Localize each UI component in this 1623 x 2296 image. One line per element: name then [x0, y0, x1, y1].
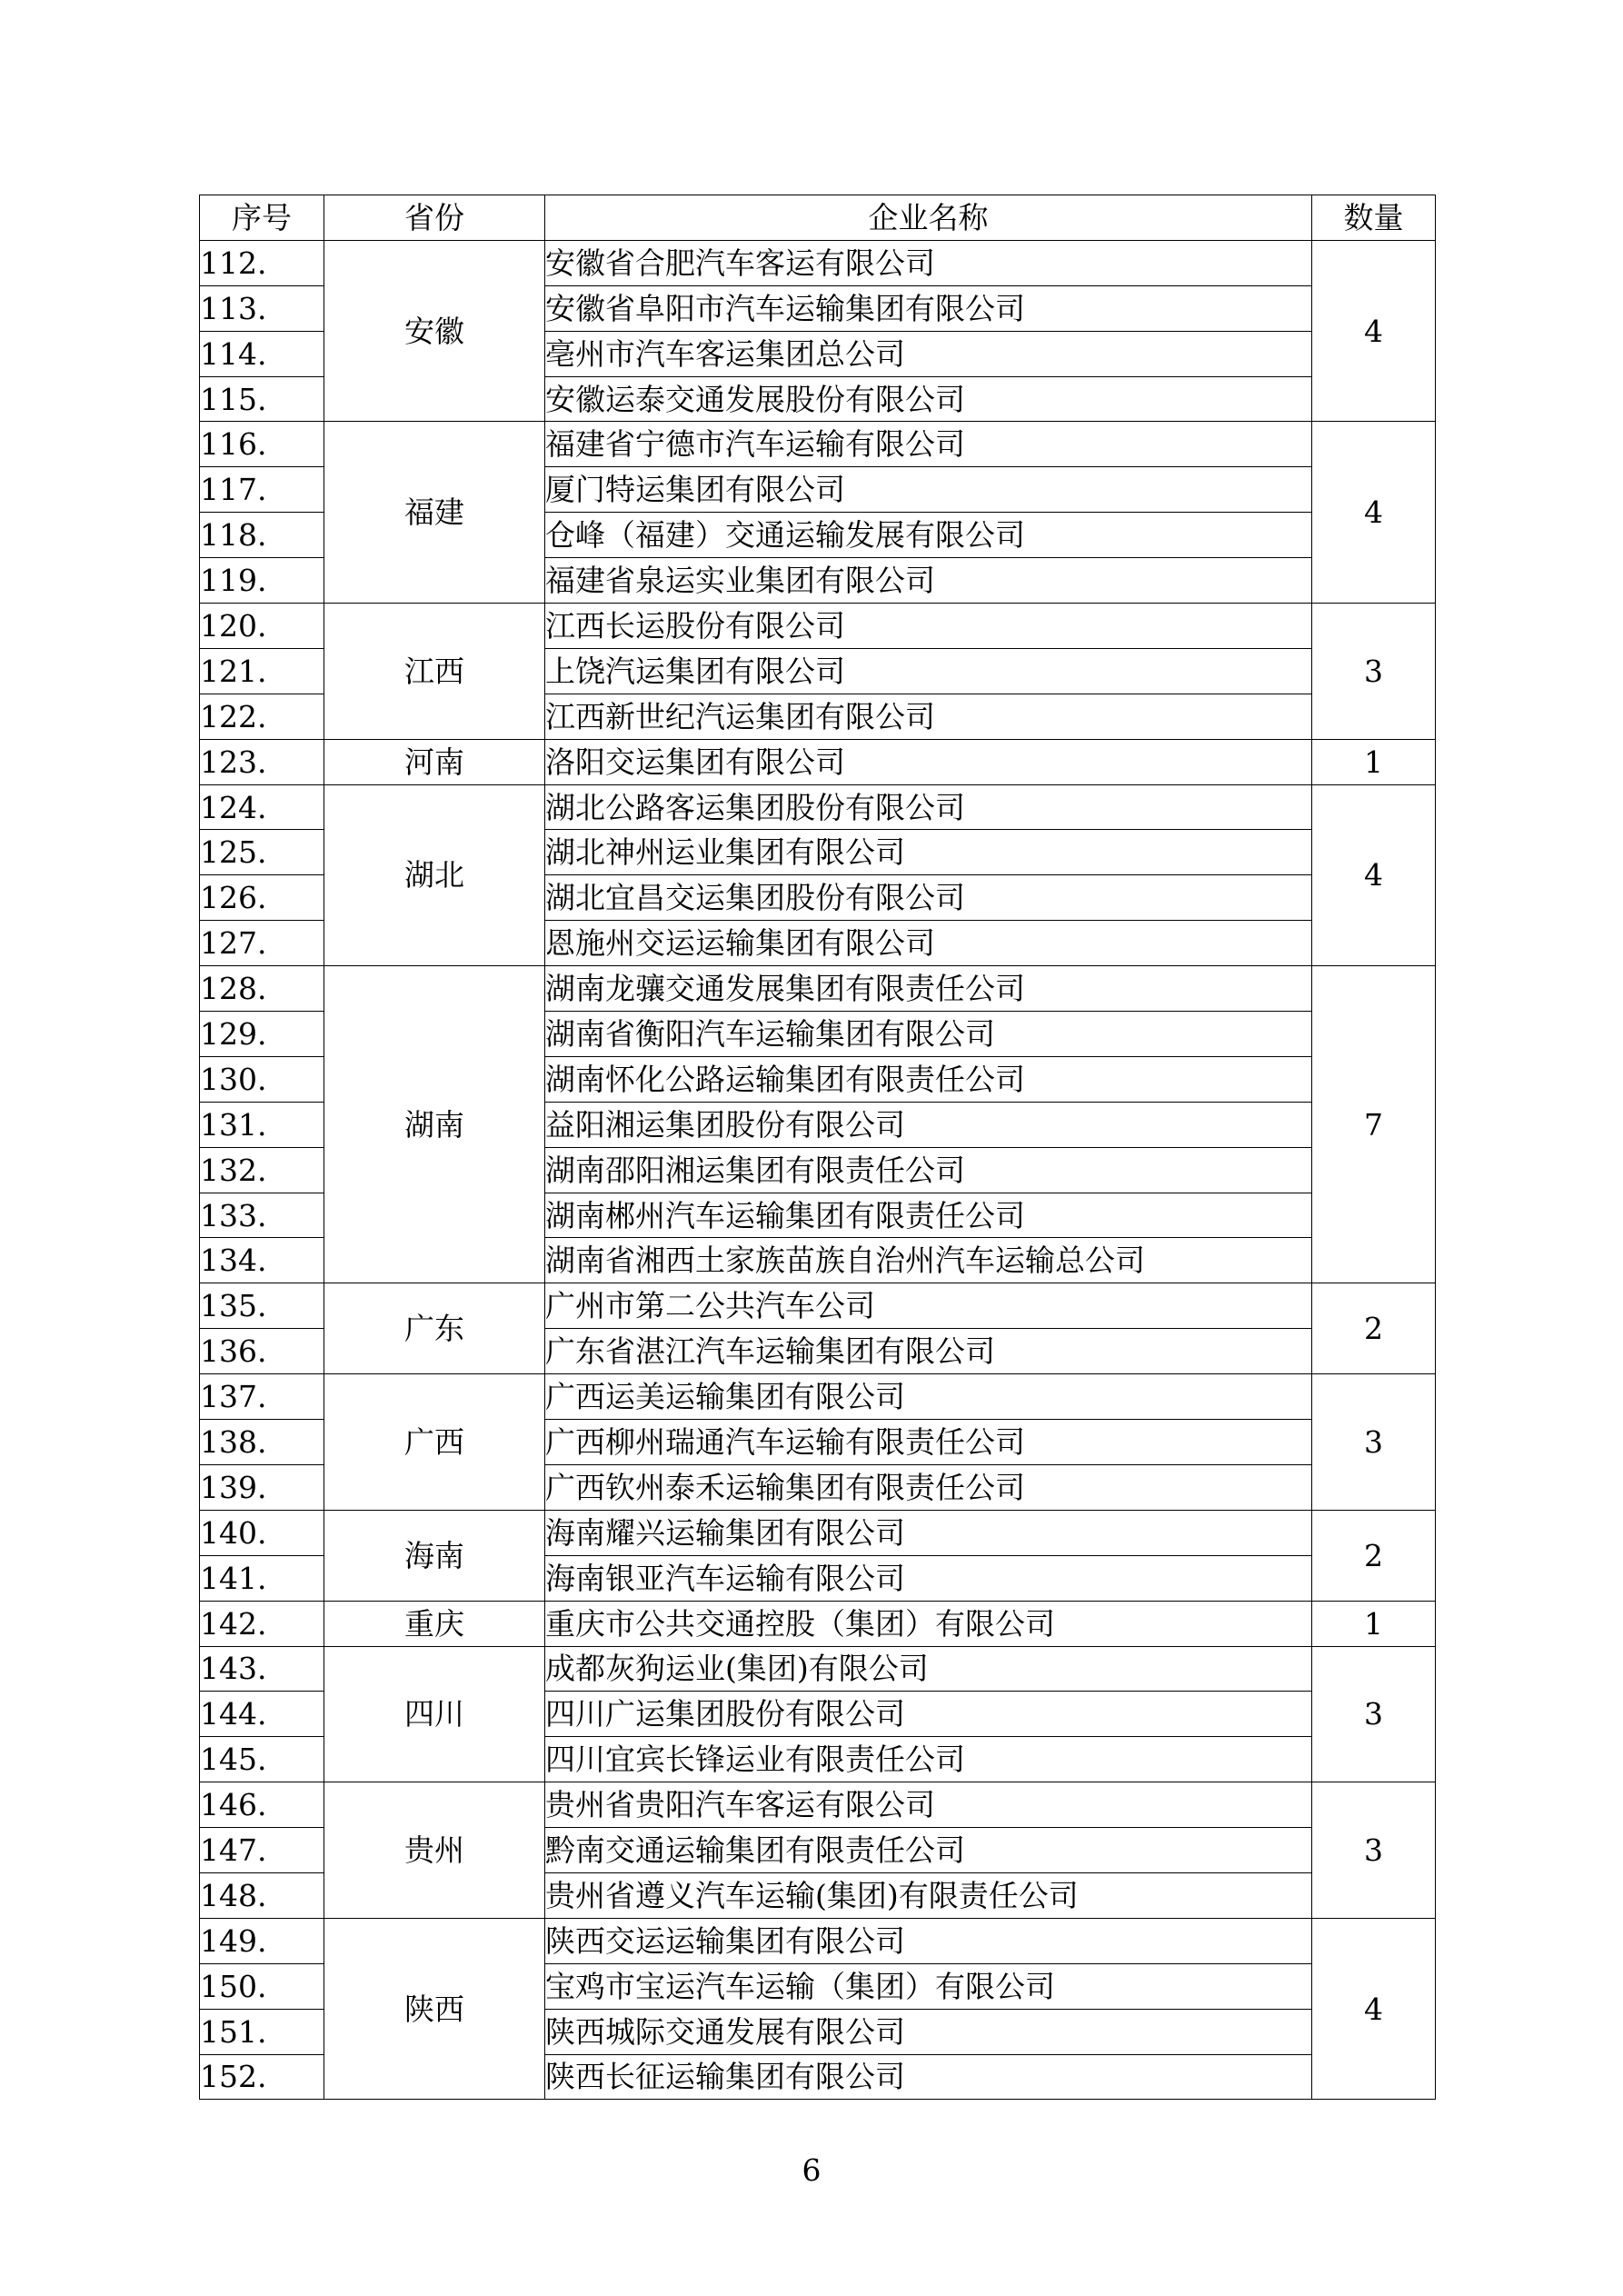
- table-row: [200, 1646, 1436, 1692]
- seq-cell: 144.: [200, 1692, 324, 1737]
- company-name-cell: 成都灰狗运业(集团)有限公司: [545, 1646, 1312, 1692]
- province-cell: 四川: [324, 1646, 545, 1782]
- company-name-cell: 陕西长征运输集团有限公司: [545, 2054, 1312, 2100]
- province-cell: 陕西: [324, 1918, 545, 2100]
- seq-cell: 140.: [200, 1510, 324, 1555]
- table-row: [200, 1601, 1436, 1646]
- province-cell: 海南: [324, 1510, 545, 1601]
- company-name-cell: 湖北宜昌交运集团股份有限公司: [545, 875, 1312, 921]
- seq-cell: 126.: [200, 875, 324, 921]
- seq-cell: 151.: [200, 2009, 324, 2054]
- company-name-cell: 海南耀兴运输集团有限公司: [545, 1510, 1312, 1555]
- seq-cell: 145.: [200, 1737, 324, 1782]
- seq-cell: 120.: [200, 604, 324, 649]
- table-header-row: [200, 195, 1436, 241]
- seq-cell: 134.: [200, 1238, 324, 1283]
- company-name-cell: 海南银亚汽车运输有限公司: [545, 1555, 1312, 1601]
- table-row: [200, 739, 1436, 784]
- seq-cell: 124.: [200, 784, 324, 830]
- seq-cell: 147.: [200, 1828, 324, 1873]
- company-name-cell: 陕西交运运输集团有限公司: [545, 1918, 1312, 1963]
- company-name-cell: 湖南怀化公路运输集团有限责任公司: [545, 1056, 1312, 1102]
- company-name-cell: 上饶汽运集团有限公司: [545, 648, 1312, 694]
- company-name-cell: 贵州省遵义汽车运输(集团)有限责任公司: [545, 1872, 1312, 1918]
- company-name-cell: 安徽运泰交通发展股份有限公司: [545, 376, 1312, 422]
- company-name-cell: 宝鸡市宝运汽车运输（集团）有限公司: [545, 1963, 1312, 2009]
- seq-cell: 128.: [200, 966, 324, 1012]
- seq-cell: 135.: [200, 1283, 324, 1329]
- seq-cell: 136.: [200, 1329, 324, 1374]
- province-cell: 重庆: [324, 1601, 545, 1646]
- company-name-cell: 湖南邵阳湘运集团有限责任公司: [545, 1147, 1312, 1193]
- seq-cell: 137.: [200, 1374, 324, 1420]
- header-count: 数量: [1312, 195, 1436, 241]
- table-row: [200, 1283, 1436, 1329]
- province-cell: 福建: [324, 422, 545, 604]
- table-row: [200, 1374, 1436, 1420]
- province-cell: 湖北: [324, 784, 545, 966]
- count-cell: 4: [1312, 422, 1436, 604]
- seq-cell: 119.: [200, 558, 324, 604]
- page-number: 6: [802, 2152, 821, 2188]
- company-name-cell: 广西钦州泰禾运输集团有限责任公司: [545, 1464, 1312, 1510]
- province-cell: 河南: [324, 739, 545, 784]
- company-name-cell: 黔南交通运输集团有限责任公司: [545, 1828, 1312, 1873]
- table-row: [200, 1510, 1436, 1555]
- company-name-cell: 江西长运股份有限公司: [545, 604, 1312, 649]
- seq-cell: 132.: [200, 1147, 324, 1193]
- company-name-cell: 厦门特运集团有限公司: [545, 467, 1312, 513]
- company-name-cell: 恩施州交运运输集团有限公司: [545, 921, 1312, 966]
- header-province: 省份: [324, 195, 545, 241]
- company-name-cell: 湖南龙骧交通发展集团有限责任公司: [545, 966, 1312, 1012]
- count-cell: 7: [1312, 966, 1436, 1283]
- province-cell: 广西: [324, 1374, 545, 1511]
- seq-cell: 123.: [200, 739, 324, 784]
- company-name-cell: 福建省泉运实业集团有限公司: [545, 558, 1312, 604]
- company-name-cell: 益阳湘运集团股份有限公司: [545, 1102, 1312, 1147]
- company-name-cell: 陕西城际交通发展有限公司: [545, 2009, 1312, 2054]
- company-name-cell: 亳州市汽车客运集团总公司: [545, 331, 1312, 376]
- province-cell: 江西: [324, 604, 545, 740]
- company-table: [199, 195, 1436, 2100]
- company-name-cell: 湖北神州运业集团有限公司: [545, 830, 1312, 875]
- count-cell: 4: [1312, 1918, 1436, 2100]
- seq-cell: 117.: [200, 467, 324, 513]
- seq-cell: 112.: [200, 240, 324, 285]
- seq-cell: 122.: [200, 694, 324, 739]
- seq-cell: 142.: [200, 1601, 324, 1646]
- company-name-cell: 仓峰（福建）交通运输发展有限公司: [545, 513, 1312, 558]
- table-row: [200, 1782, 1436, 1828]
- company-name-cell: 四川宜宾长锋运业有限责任公司: [545, 1737, 1312, 1782]
- company-name-cell: 广东省湛江汽车运输集团有限公司: [545, 1329, 1312, 1374]
- company-name-cell: 湖南郴州汽车运输集团有限责任公司: [545, 1193, 1312, 1238]
- count-cell: 2: [1312, 1283, 1436, 1374]
- table-body: [200, 240, 1436, 2100]
- count-cell: 4: [1312, 240, 1436, 422]
- table-row: [200, 784, 1436, 830]
- count-cell: 2: [1312, 1510, 1436, 1601]
- seq-cell: 127.: [200, 921, 324, 966]
- seq-cell: 141.: [200, 1555, 324, 1601]
- company-name-cell: 安徽省合肥汽车客运有限公司: [545, 240, 1312, 285]
- count-cell: 3: [1312, 1646, 1436, 1782]
- seq-cell: 129.: [200, 1012, 324, 1057]
- seq-cell: 118.: [200, 513, 324, 558]
- seq-cell: 150.: [200, 1963, 324, 2009]
- company-name-cell: 贵州省贵阳汽车客运有限公司: [545, 1782, 1312, 1828]
- seq-cell: 125.: [200, 830, 324, 875]
- count-cell: 3: [1312, 1374, 1436, 1511]
- seq-cell: 146.: [200, 1782, 324, 1828]
- table-row: [200, 240, 1436, 285]
- province-cell: 贵州: [324, 1782, 545, 1919]
- province-cell: 湖南: [324, 966, 545, 1283]
- count-cell: 4: [1312, 784, 1436, 966]
- company-name-cell: 湖南省湘西土家族苗族自治州汽车运输总公司: [545, 1238, 1312, 1283]
- count-cell: 3: [1312, 604, 1436, 740]
- company-name-cell: 福建省宁德市汽车运输有限公司: [545, 422, 1312, 467]
- seq-cell: 130.: [200, 1056, 324, 1102]
- seq-cell: 139.: [200, 1464, 324, 1510]
- province-cell: 安徽: [324, 240, 545, 422]
- company-name-cell: 广州市第二公共汽车公司: [545, 1283, 1312, 1329]
- company-name-cell: 湖南省衡阳汽车运输集团有限公司: [545, 1012, 1312, 1057]
- count-cell: 1: [1312, 1601, 1436, 1646]
- company-name-cell: 广西运美运输集团有限公司: [545, 1374, 1312, 1420]
- count-cell: 3: [1312, 1782, 1436, 1919]
- province-cell: 广东: [324, 1283, 545, 1374]
- seq-cell: 131.: [200, 1102, 324, 1147]
- table-row: [200, 422, 1436, 467]
- seq-cell: 116.: [200, 422, 324, 467]
- company-name-cell: 安徽省阜阳市汽车运输集团有限公司: [545, 285, 1312, 331]
- count-cell: 1: [1312, 739, 1436, 784]
- company-name-cell: 江西新世纪汽运集团有限公司: [545, 694, 1312, 739]
- seq-cell: 143.: [200, 1646, 324, 1692]
- seq-cell: 121.: [200, 648, 324, 694]
- company-name-cell: 湖北公路客运集团股份有限公司: [545, 784, 1312, 830]
- seq-cell: 148.: [200, 1872, 324, 1918]
- company-name-cell: 重庆市公共交通控股（集团）有限公司: [545, 1601, 1312, 1646]
- header-company: 企业名称: [545, 195, 1312, 241]
- seq-cell: 133.: [200, 1193, 324, 1238]
- seq-cell: 152.: [200, 2054, 324, 2100]
- company-name-cell: 广西柳州瑞通汽车运输有限责任公司: [545, 1420, 1312, 1465]
- header-seq: 序号: [200, 195, 324, 241]
- table-row: [200, 604, 1436, 649]
- table-row: [200, 1918, 1436, 1963]
- company-name-cell: 洛阳交运集团有限公司: [545, 739, 1312, 784]
- table-row: [200, 966, 1436, 1012]
- seq-cell: 113.: [200, 285, 324, 331]
- seq-cell: 138.: [200, 1420, 324, 1465]
- company-name-cell: 四川广运集团股份有限公司: [545, 1692, 1312, 1737]
- seq-cell: 114.: [200, 331, 324, 376]
- seq-cell: 149.: [200, 1918, 324, 1963]
- seq-cell: 115.: [200, 376, 324, 422]
